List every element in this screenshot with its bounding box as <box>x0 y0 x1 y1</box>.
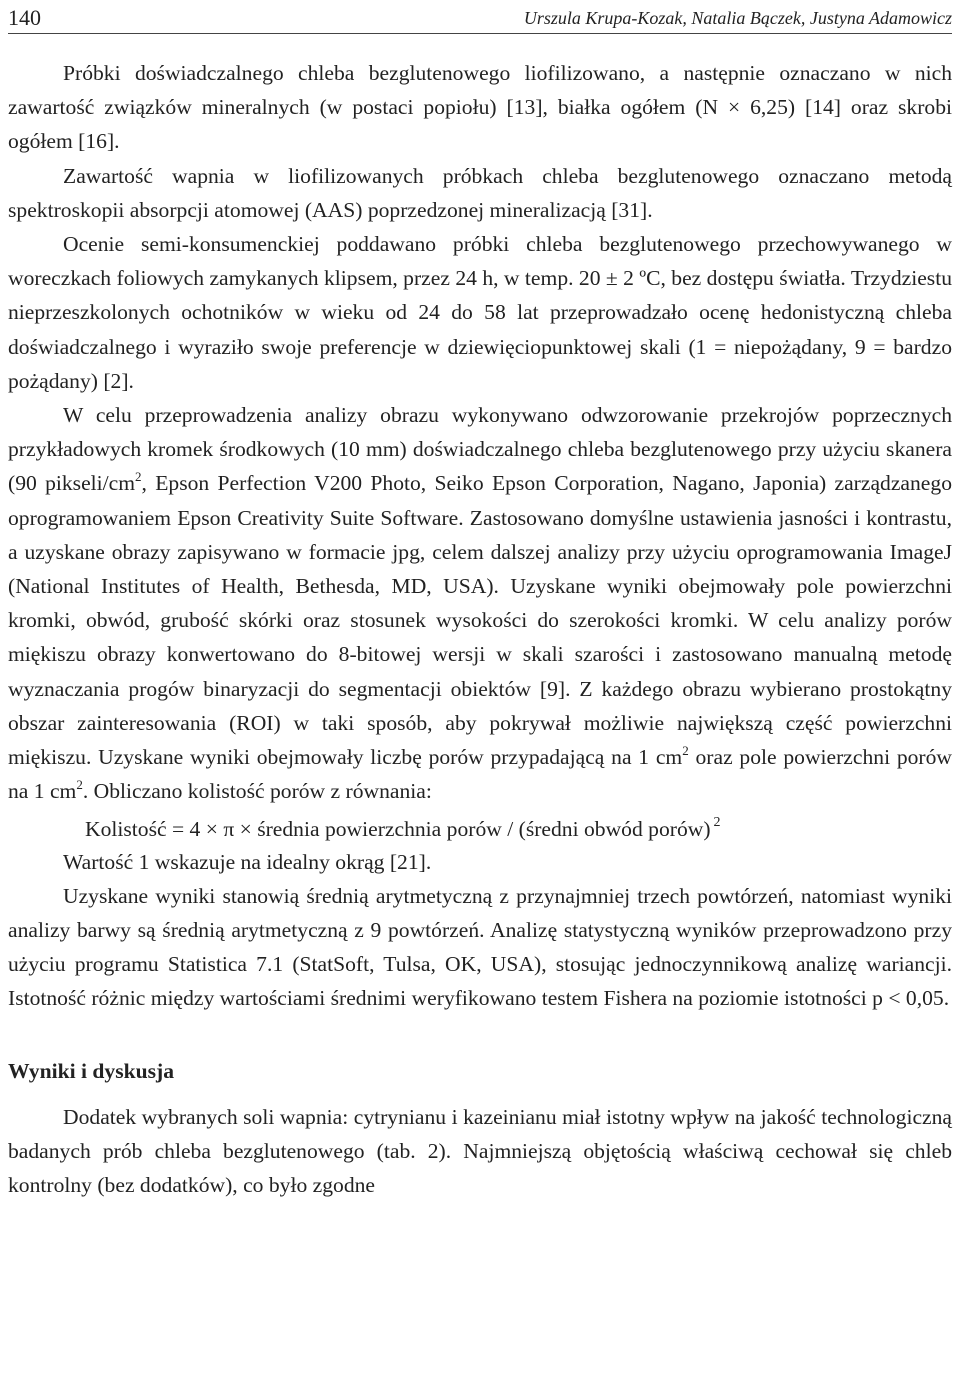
paragraph-image-analysis <box>8 398 952 808</box>
superscript: 2 <box>76 777 83 793</box>
superscript: 2 <box>682 743 689 759</box>
text-segment: , Epson Perfection V200 Photo, Seiko Epson Corporation, Nagano, Japonia) zarządzanego oprogramowaniem Epson Creativity Suite Software. Zastosowano domyślne ustawienia jasności i kontrastu, a uzyskane obrazy zapisywano w formacie jpg, celem dalszej analizy przy użyciu oprogramowania ImageJ (National Institutes of Health, Bethesda, MD, USA). Uzyskane wyniki obejmowały pole powierzchni kromki, obwód, grubość skórki oraz stosunek wysokości do szerokości kromki. W celu analizy porów miękiszu obrazy konwertowano do 8-bitowej wersji w skali szarości i zastosowano manualną metodę wyznaczania progów binaryzacji do segmentacji obiektów [9]. Z każdego obrazu wybierano prostokątny obszar zainteresowania (ROI) w taki sposób, aby pokrywał możliwie największą część powierzchni miękiszu. Uzyskane wyniki obejmowały liczbę porów przypadającą na 1 cm <box>8 471 952 770</box>
page-header <box>8 0 952 34</box>
heading-spacer <box>8 1088 952 1100</box>
superscript: 2 <box>135 469 142 485</box>
paragraph-results-intro: Dodatek wybranych soli wapnia: cytrynianu i kazeinianu miał istotny wpływ na jakość technologiczną badanych prób chleba bezglutenowego (tab. 2). Najmniejszą objętością właściwą cechował się chleb kontrolny (bez dodatków), co było zgodne <box>8 1104 952 1198</box>
section-heading-results: Wyniki i dyskusja <box>8 1058 175 1083</box>
circularity-formula <box>8 812 952 846</box>
paragraph-sample-preparation: Próbki doświadczalnego chleba bezglutenowego liofilizowano, a następnie oznaczano w nich zawartość związków mineralnych (w postaci popiołu) [13], białka ogółem (N × 6,25) [14] oraz skrobi ogółem [16]. <box>8 61 952 154</box>
paragraph-sensory-evaluation: Ocenie semi-konsumenckiej poddawano próbki chleba bezglutenowego przechowywanego w woreczkach foliowych zamykanych klipsem, przez 24 h, w temp. 20 ± 2 ºC, bez dostępu światła. Trzydziestu nieprzeszkolonych ochotników w wieku od 24 do 58 lat przeprowadzało ocenę hedonistyczną chleba doświadczalnego i wyraziło swoje preferencje w dziewięciopunktowej skali (1 = niepożądany, 9 = bardzo pożądany) [2]. <box>8 232 952 393</box>
formula-text: Kolistość = 4 × π × średnia powierzchnia porów / (średni obwód porów) <box>85 817 711 842</box>
text-segment: W celu przeprowadzenia analizy obrazu wykonywano odwzorowanie przekrojów poprzecznych przykładowych kromek środkowych (10 mm) doświadczalnego chleba bezglutenowego przy użyciu skanera (90 pikseli/cm <box>8 403 952 496</box>
page-number: 140 <box>8 5 41 30</box>
paragraph-calcium-content: Zawartość wapnia w liofilizowanych próbkach chleba bezglutenowego oznaczano metodą spektroskopii absorpcji atomowej (AAS) poprzedzonej mineralizacją [31]. <box>8 163 952 222</box>
paragraph-circle-note: Wartość 1 wskazuje na idealny okrąg [21]. <box>63 849 432 874</box>
text-segment: oraz pole powierzchni porów na 1 cm <box>8 745 953 804</box>
page-body <box>8 56 952 1202</box>
paragraph-statistics: Uzyskane wyniki stanowią średnią arytmetyczną z przynajmniej trzech powtórzeń, natomiast wyniki analizy barwy są średnią arytmetyczną z 9 powtórzeń. Analizę statystyczną wyników przeprowadzono przy użyciu programu Statistica 7.1 (StatSoft, Tulsa, OK, USA), stosując jednoczynnikową analizę wariancji. Istotność różnic między wartościami średnimi weryfikowano testem Fishera na poziomie istotności p < 0,05. <box>8 883 952 1011</box>
text-segment: . Obliczano kolistość porów z równania: <box>82 779 432 804</box>
running-head-authors: Urszula Krupa-Kozak, Natalia Bączek, Justyna Adamowicz <box>523 8 952 28</box>
formula-exponent: 2 <box>713 815 721 831</box>
